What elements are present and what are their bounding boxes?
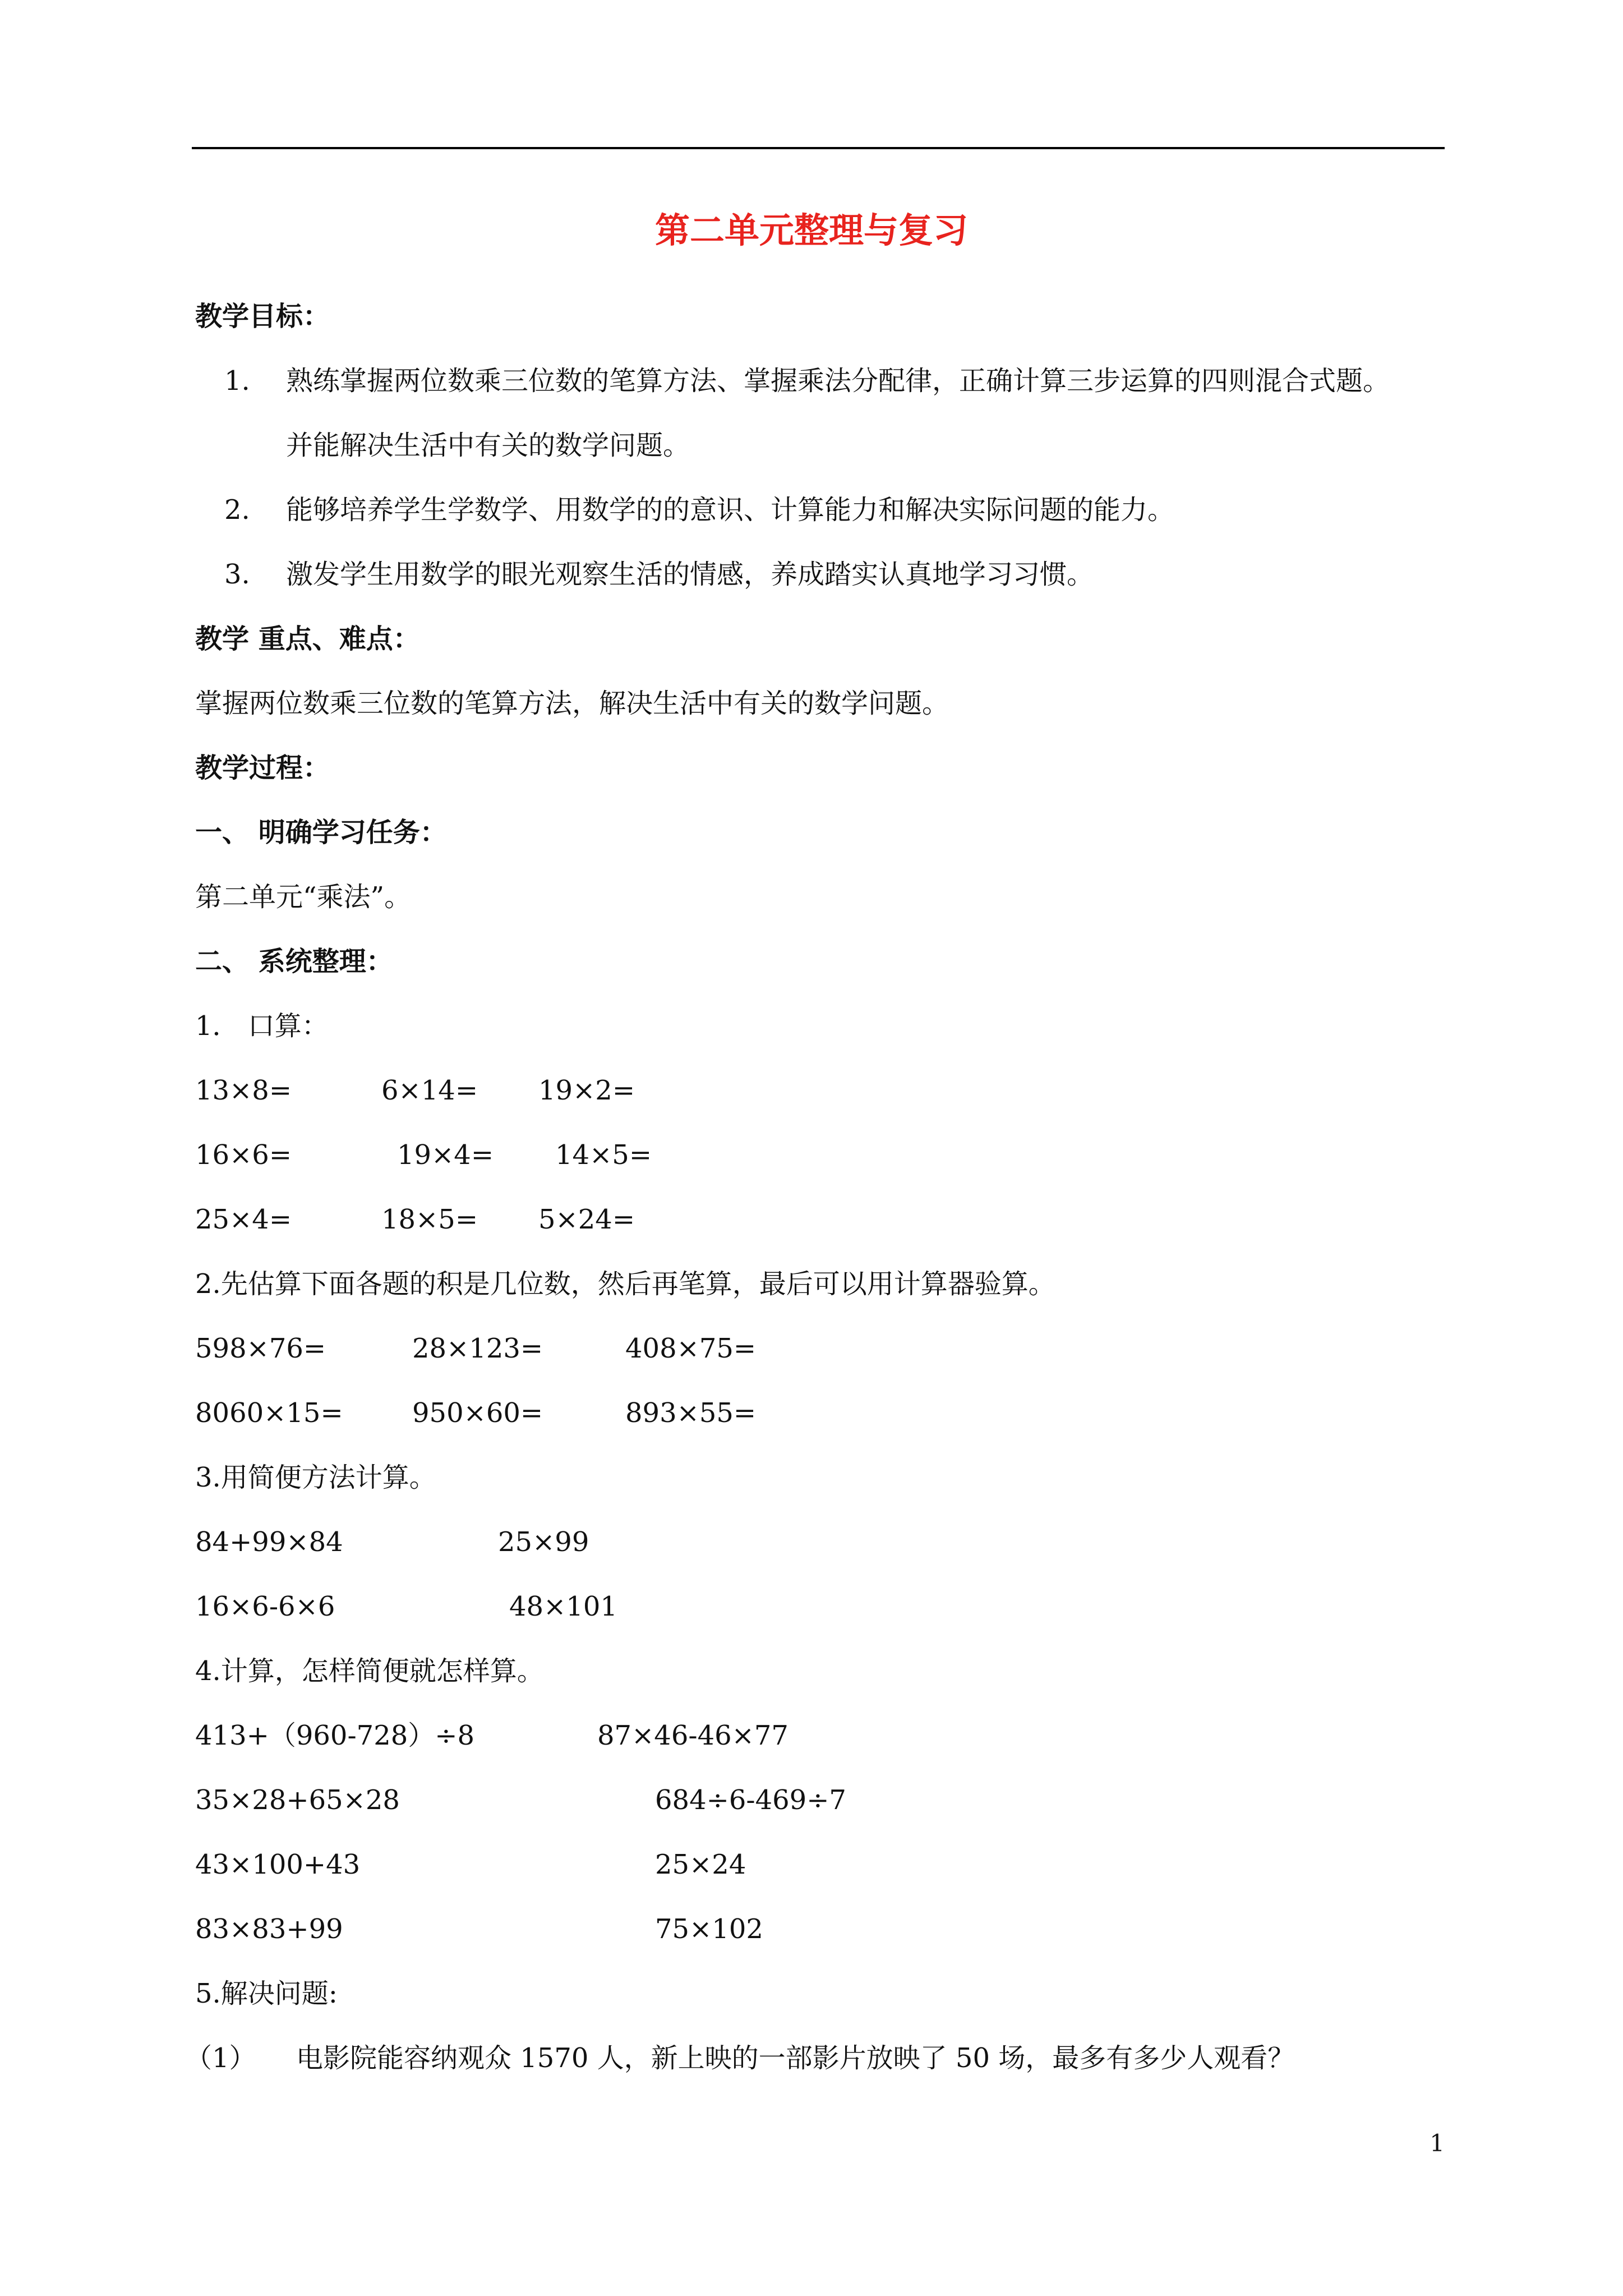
q5-item-text: 电影院能容纳观众 1570 人，新上映的一部影片放映了 50 场，最多有多少人观看？ [296, 2042, 1295, 2074]
objective-text: 并能解决生活中有关的数学问题。 [286, 430, 690, 461]
q3-item: 16×6-6×6 [195, 1591, 335, 1622]
section1-text: 第二单元“乘法”。 [195, 881, 412, 913]
keypoints-text: 掌握两位数乘三位数的笔算方法，解决生活中有关的数学问题。 [195, 688, 949, 719]
q1-item: 14×5= [555, 1139, 652, 1171]
q5-label: 5.解决问题: [195, 1978, 338, 2009]
section2-heading: 二、 系统整理： [195, 946, 393, 977]
q4-item: 83×83+99 [195, 1913, 343, 1945]
objective-text: 能够培养学生学数学、用数学的的意识、计算能力和解决实际问题的能力。 [286, 494, 1175, 526]
objectives-heading: 教学目标： [195, 301, 330, 332]
q2-label: 2.先估算下面各题的积是几位数，然后再笔算，最后可以用计算器验算。 [195, 1268, 1055, 1300]
q3-item: 25×99 [498, 1526, 589, 1558]
keypoints-heading: 教学 重点、难点： [195, 623, 420, 655]
q4-item: 43×100+43 [195, 1849, 361, 1880]
q2-item: 8060×15= [195, 1397, 343, 1429]
q1-item: 5×24= [538, 1204, 635, 1235]
q4-item: 35×28+65×28 [195, 1784, 400, 1816]
objective-number: 2. [224, 494, 250, 526]
q4-item: 413+（960-728）÷8 [195, 1720, 475, 1751]
process-heading: 教学过程： [195, 752, 330, 784]
q4-item: 25×24 [655, 1849, 746, 1880]
q1-item: 19×4= [397, 1139, 494, 1171]
q2-item: 893×55= [625, 1397, 757, 1429]
q4-item: 75×102 [655, 1913, 763, 1945]
section1-heading: 一、 明确学习任务： [195, 817, 447, 848]
q1-label: 1． 口算： [195, 1010, 329, 1042]
q4-item: 684÷6-469÷7 [655, 1784, 846, 1816]
objective-text: 激发学生用数学的眼光观察生活的情感，养成踏实认真地学习习惯。 [286, 559, 1094, 590]
q1-item: 19×2= [538, 1075, 635, 1106]
q4-label: 4.计算，怎样简便就怎样算。 [195, 1655, 544, 1687]
page-number: 1 [1430, 2129, 1445, 2157]
q1-item: 6×14= [381, 1075, 478, 1106]
q2-item: 950×60= [412, 1397, 543, 1429]
q3-item: 48×101 [509, 1591, 617, 1622]
objective-number: 3. [224, 559, 250, 590]
header-rule [192, 147, 1445, 149]
q1-item: 25×4= [195, 1204, 292, 1235]
q1-item: 18×5= [381, 1204, 478, 1235]
q5-item-number: （1） [185, 2042, 256, 2074]
page-title: 第二单元整理与复习 [654, 210, 968, 251]
q3-item: 84+99×84 [195, 1526, 343, 1558]
q2-item: 28×123= [412, 1333, 543, 1364]
q4-item: 87×46-46×77 [597, 1720, 789, 1751]
q1-item: 13×8= [195, 1075, 292, 1106]
q2-item: 598×76= [195, 1333, 326, 1364]
q1-item: 16×6= [195, 1139, 292, 1171]
q3-label: 3.用简便方法计算。 [195, 1462, 436, 1493]
objective-number: 1. [224, 365, 250, 397]
q2-item: 408×75= [625, 1333, 757, 1364]
objective-text: 熟练掌握两位数乘三位数的笔算方法、掌握乘法分配律，正确计算三步运算的四则混合式题。 [286, 365, 1390, 397]
